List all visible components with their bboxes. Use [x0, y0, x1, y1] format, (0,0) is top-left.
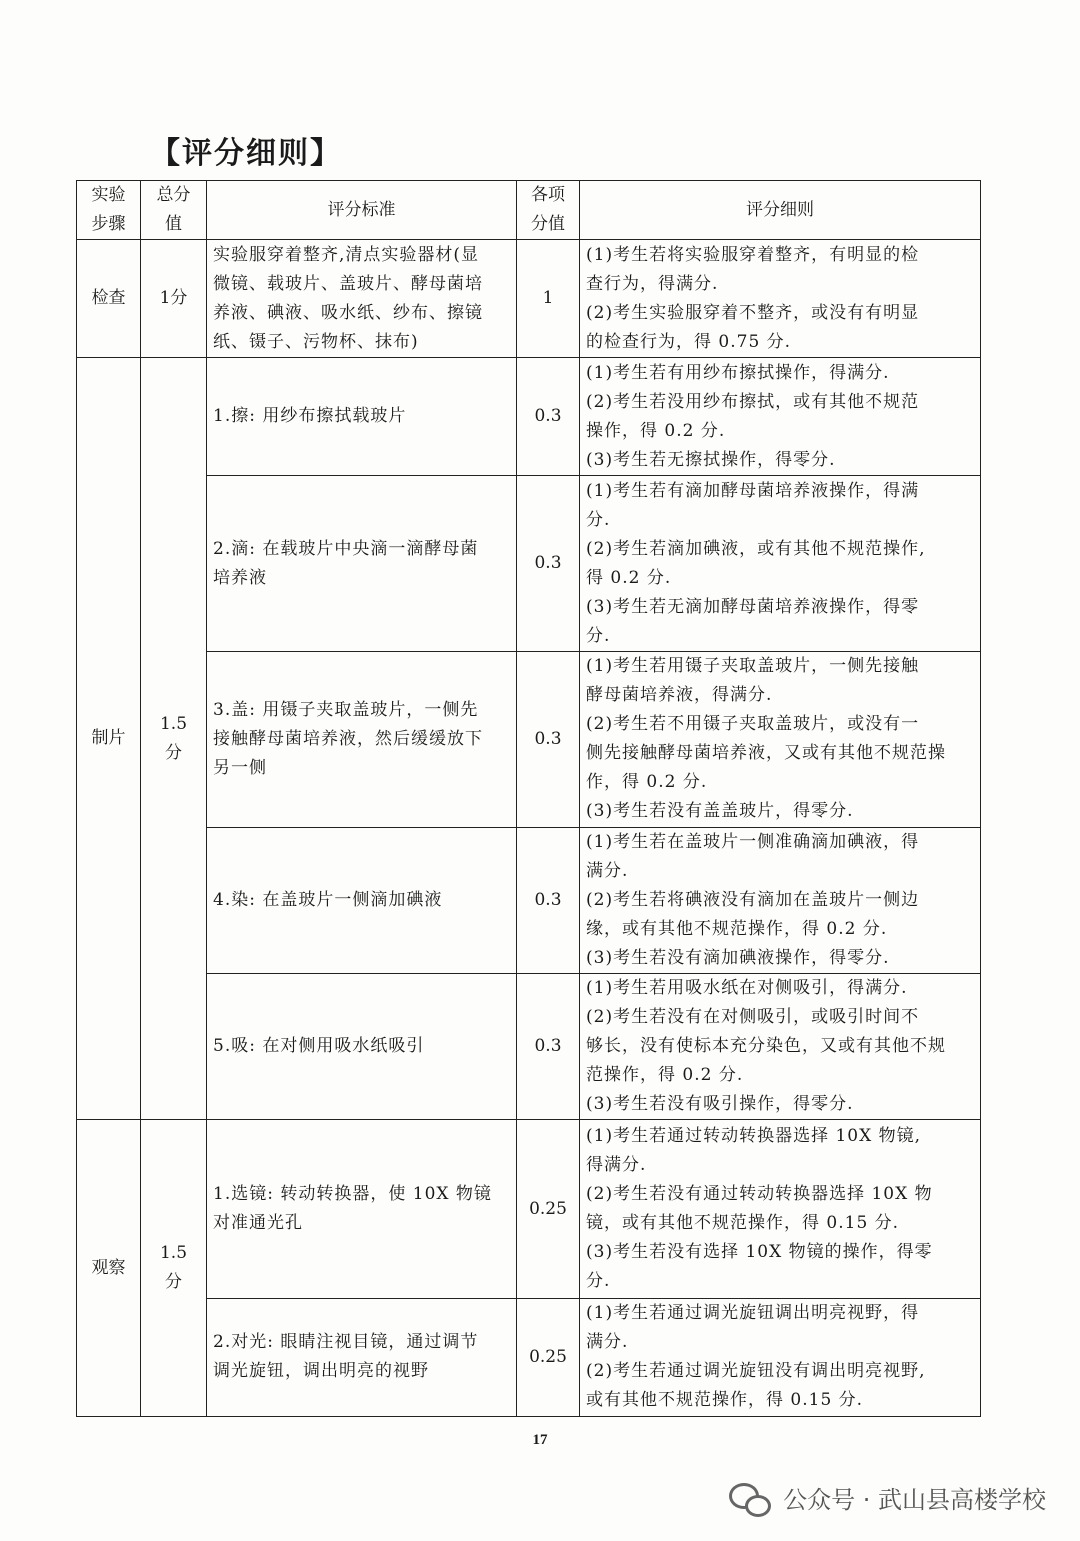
table-row [77, 1298, 981, 1416]
text-line: 够长，没有使标本充分染色，又或有其他不规 [586, 1036, 946, 1057]
header-details: 评分细则 [580, 181, 981, 240]
details-cell [580, 651, 981, 827]
text-line: (1)考生若通过调光旋钮调出明亮视野，得 [586, 1303, 920, 1324]
text-line: 养液、碘液、吸水纸、纱布、擦镜 [213, 302, 483, 323]
text-line: (1)考生若有用纱布擦拭操作，得满分. [586, 362, 890, 383]
item-score-cell: 1 [517, 240, 580, 358]
text-line: 缘，或有其他不规范操作，得 0.2 分. [586, 919, 888, 940]
text-line: (3)考生若没有吸引操作，得零分. [586, 1094, 854, 1115]
text-line: (1)考生若用镊子夹取盖玻片，一侧先接触 [586, 656, 920, 677]
step-cell: 观察 [77, 1120, 141, 1417]
text-line: (1)考生若用吸水纸在对侧吸引，得满分. [586, 978, 908, 999]
text-line: 1.选镜: 转动转换器，使 10X 物镜 [213, 1184, 492, 1205]
text-line: (1)考生若在盖玻片一侧准确滴加碘液，得 [586, 832, 920, 853]
text-line: (3)考生若无滴加酵母菌培养液操作，得零 [586, 596, 920, 617]
text-line: 查行为，得满分. [586, 273, 719, 294]
item-score-cell: 0.3 [517, 974, 580, 1120]
text-line: 的检查行为，得 0.75 分. [586, 331, 792, 352]
text-line: (3)考生若没有盖盖玻片，得零分. [586, 801, 854, 822]
header-criteria: 评分标准 [207, 181, 517, 240]
header-step: 实验 步骤 [77, 181, 141, 240]
table-body [77, 240, 981, 1417]
text-line: (2)考生若没有在对侧吸引，或吸引时间不 [586, 1007, 920, 1028]
text-line: 分. [586, 625, 611, 646]
item-score-cell: 0.3 [517, 651, 580, 827]
text-line: 2.对光: 眼睛注视目镜，通过调节 [213, 1332, 479, 1353]
text-line: 调光旋钮，调出明亮的视野 [213, 1361, 429, 1382]
text-line: 作，得 0.2 分. [586, 772, 708, 793]
text-line: 微镜、载玻片、盖玻片、酵母菌培 [213, 273, 483, 294]
table-row [77, 651, 981, 827]
text-line: 4.染: 在盖玻片一侧滴加碘液 [213, 890, 443, 911]
details-cell [580, 476, 981, 651]
text-line: 另一侧 [213, 757, 267, 778]
page-heading: 【评分细则】 [150, 136, 342, 171]
table-row [77, 240, 981, 358]
table-row [77, 1120, 981, 1298]
text-line: 范操作，得 0.2 分. [586, 1065, 744, 1086]
header-total: 总分 值 [141, 181, 207, 240]
total-score-cell [141, 358, 207, 1120]
criteria-cell [207, 1120, 517, 1298]
step-cell: 制片 [77, 358, 141, 1120]
text-line: 3.盖: 用镊子夹取盖玻片，一侧先 [213, 699, 479, 720]
table-row [77, 827, 981, 973]
table-row [77, 974, 981, 1120]
text-line: 操作，得 0.2 分. [586, 420, 726, 441]
footer-text: 公众号 · 武山县高楼学校 [783, 1486, 1046, 1514]
wechat-icon [729, 1481, 771, 1515]
text-line: 培养液 [213, 567, 267, 588]
table-row [77, 358, 981, 476]
text-line: (3)考生若没有选择 10X 物镜的操作，得零 [586, 1242, 933, 1263]
text-line: 分. [586, 509, 611, 530]
text-line: (2)考生若将碘液没有滴加在盖玻片一侧边 [586, 890, 920, 911]
text-line: (3)考生若没有滴加碘液操作，得零分. [586, 948, 890, 969]
details-cell [580, 1120, 981, 1298]
text-line: 实验服穿着整齐,清点实验器材(显 [213, 244, 480, 265]
text-line: (2)考生实验服穿着不整齐，或没有有明显 [586, 302, 920, 323]
criteria-cell [207, 827, 517, 973]
table-header-row [77, 181, 981, 240]
text-line: 镜，或有其他不规范操作，得 0.15 分. [586, 1213, 900, 1234]
text-line: 分 [165, 742, 182, 763]
details-cell [580, 974, 981, 1120]
details-cell [580, 358, 981, 476]
text-line: 纸、镊子、污物杯、抹布) [213, 331, 419, 352]
criteria-cell [207, 476, 517, 651]
item-score-cell: 0.25 [517, 1120, 580, 1298]
details-cell [580, 1298, 981, 1416]
header-item-score: 各项 分值 [517, 181, 580, 240]
text-line: (2)考生若滴加碘液，或有其他不规范操作, [586, 538, 926, 559]
text-line: 得满分. [586, 1155, 647, 1176]
text-line: (3)考生若无擦拭操作，得零分. [586, 449, 836, 470]
text-line: 侧先接触酵母菌培养液，又或有其他不规范操 [586, 743, 946, 764]
text-line: 满分. [586, 861, 629, 882]
criteria-cell [207, 240, 517, 358]
total-score-cell [141, 1120, 207, 1417]
text-line: 2.滴: 在载玻片中央滴一滴酵母菌 [213, 538, 479, 559]
details-cell [580, 827, 981, 973]
text-line: (2)考生若没用纱布擦拭，或有其他不规范 [586, 391, 920, 412]
text-line: 得 0.2 分. [586, 567, 672, 588]
details-cell [580, 240, 981, 358]
text-line: 1.5 [159, 713, 188, 734]
text-line: 满分. [586, 1332, 629, 1353]
criteria-cell [207, 358, 517, 476]
text-line: (1)考生若将实验服穿着整齐，有明显的检 [586, 244, 920, 265]
footer-watermark [729, 1480, 1046, 1515]
text-line: (2)考生若不用镊子夹取盖玻片，或没有一 [586, 714, 920, 735]
text-line: 1.5 [159, 1243, 188, 1264]
criteria-cell [207, 974, 517, 1120]
text-line: (1)考生若通过转动转换器选择 10X 物镜, [586, 1126, 922, 1147]
item-score-cell: 0.3 [517, 476, 580, 651]
text-line: 分 [165, 1272, 182, 1293]
text-line: 或有其他不规范操作，得 0.15 分. [586, 1390, 864, 1411]
scoring-table [76, 180, 981, 1417]
total-score-cell: 1分 [141, 240, 207, 358]
text-line: 接触酵母菌培养液，然后缓缓放下 [213, 728, 483, 749]
item-score-cell: 0.3 [517, 827, 580, 973]
text-line: 1.擦: 用纱布擦拭载玻片 [213, 406, 407, 427]
text-line: 5.吸: 在对侧用吸水纸吸引 [213, 1036, 425, 1057]
step-cell: 检查 [77, 240, 141, 358]
item-score-cell: 0.3 [517, 358, 580, 476]
text-line: (1)考生若有滴加酵母菌培养液操作，得满 [586, 480, 920, 501]
page-number: 17 [532, 1432, 548, 1448]
text-line: 对准通光孔 [213, 1213, 303, 1234]
text-line: (2)考生若通过调光旋钮没有调出明亮视野, [586, 1361, 926, 1382]
text-line: 酵母菌培养液，得满分. [586, 685, 773, 706]
item-score-cell: 0.25 [517, 1298, 580, 1416]
text-line: 分. [586, 1271, 611, 1292]
criteria-cell [207, 651, 517, 827]
criteria-cell [207, 1298, 517, 1416]
text-line: (2)考生若没有通过转动转换器选择 10X 物 [586, 1184, 933, 1205]
table-row [77, 476, 981, 651]
